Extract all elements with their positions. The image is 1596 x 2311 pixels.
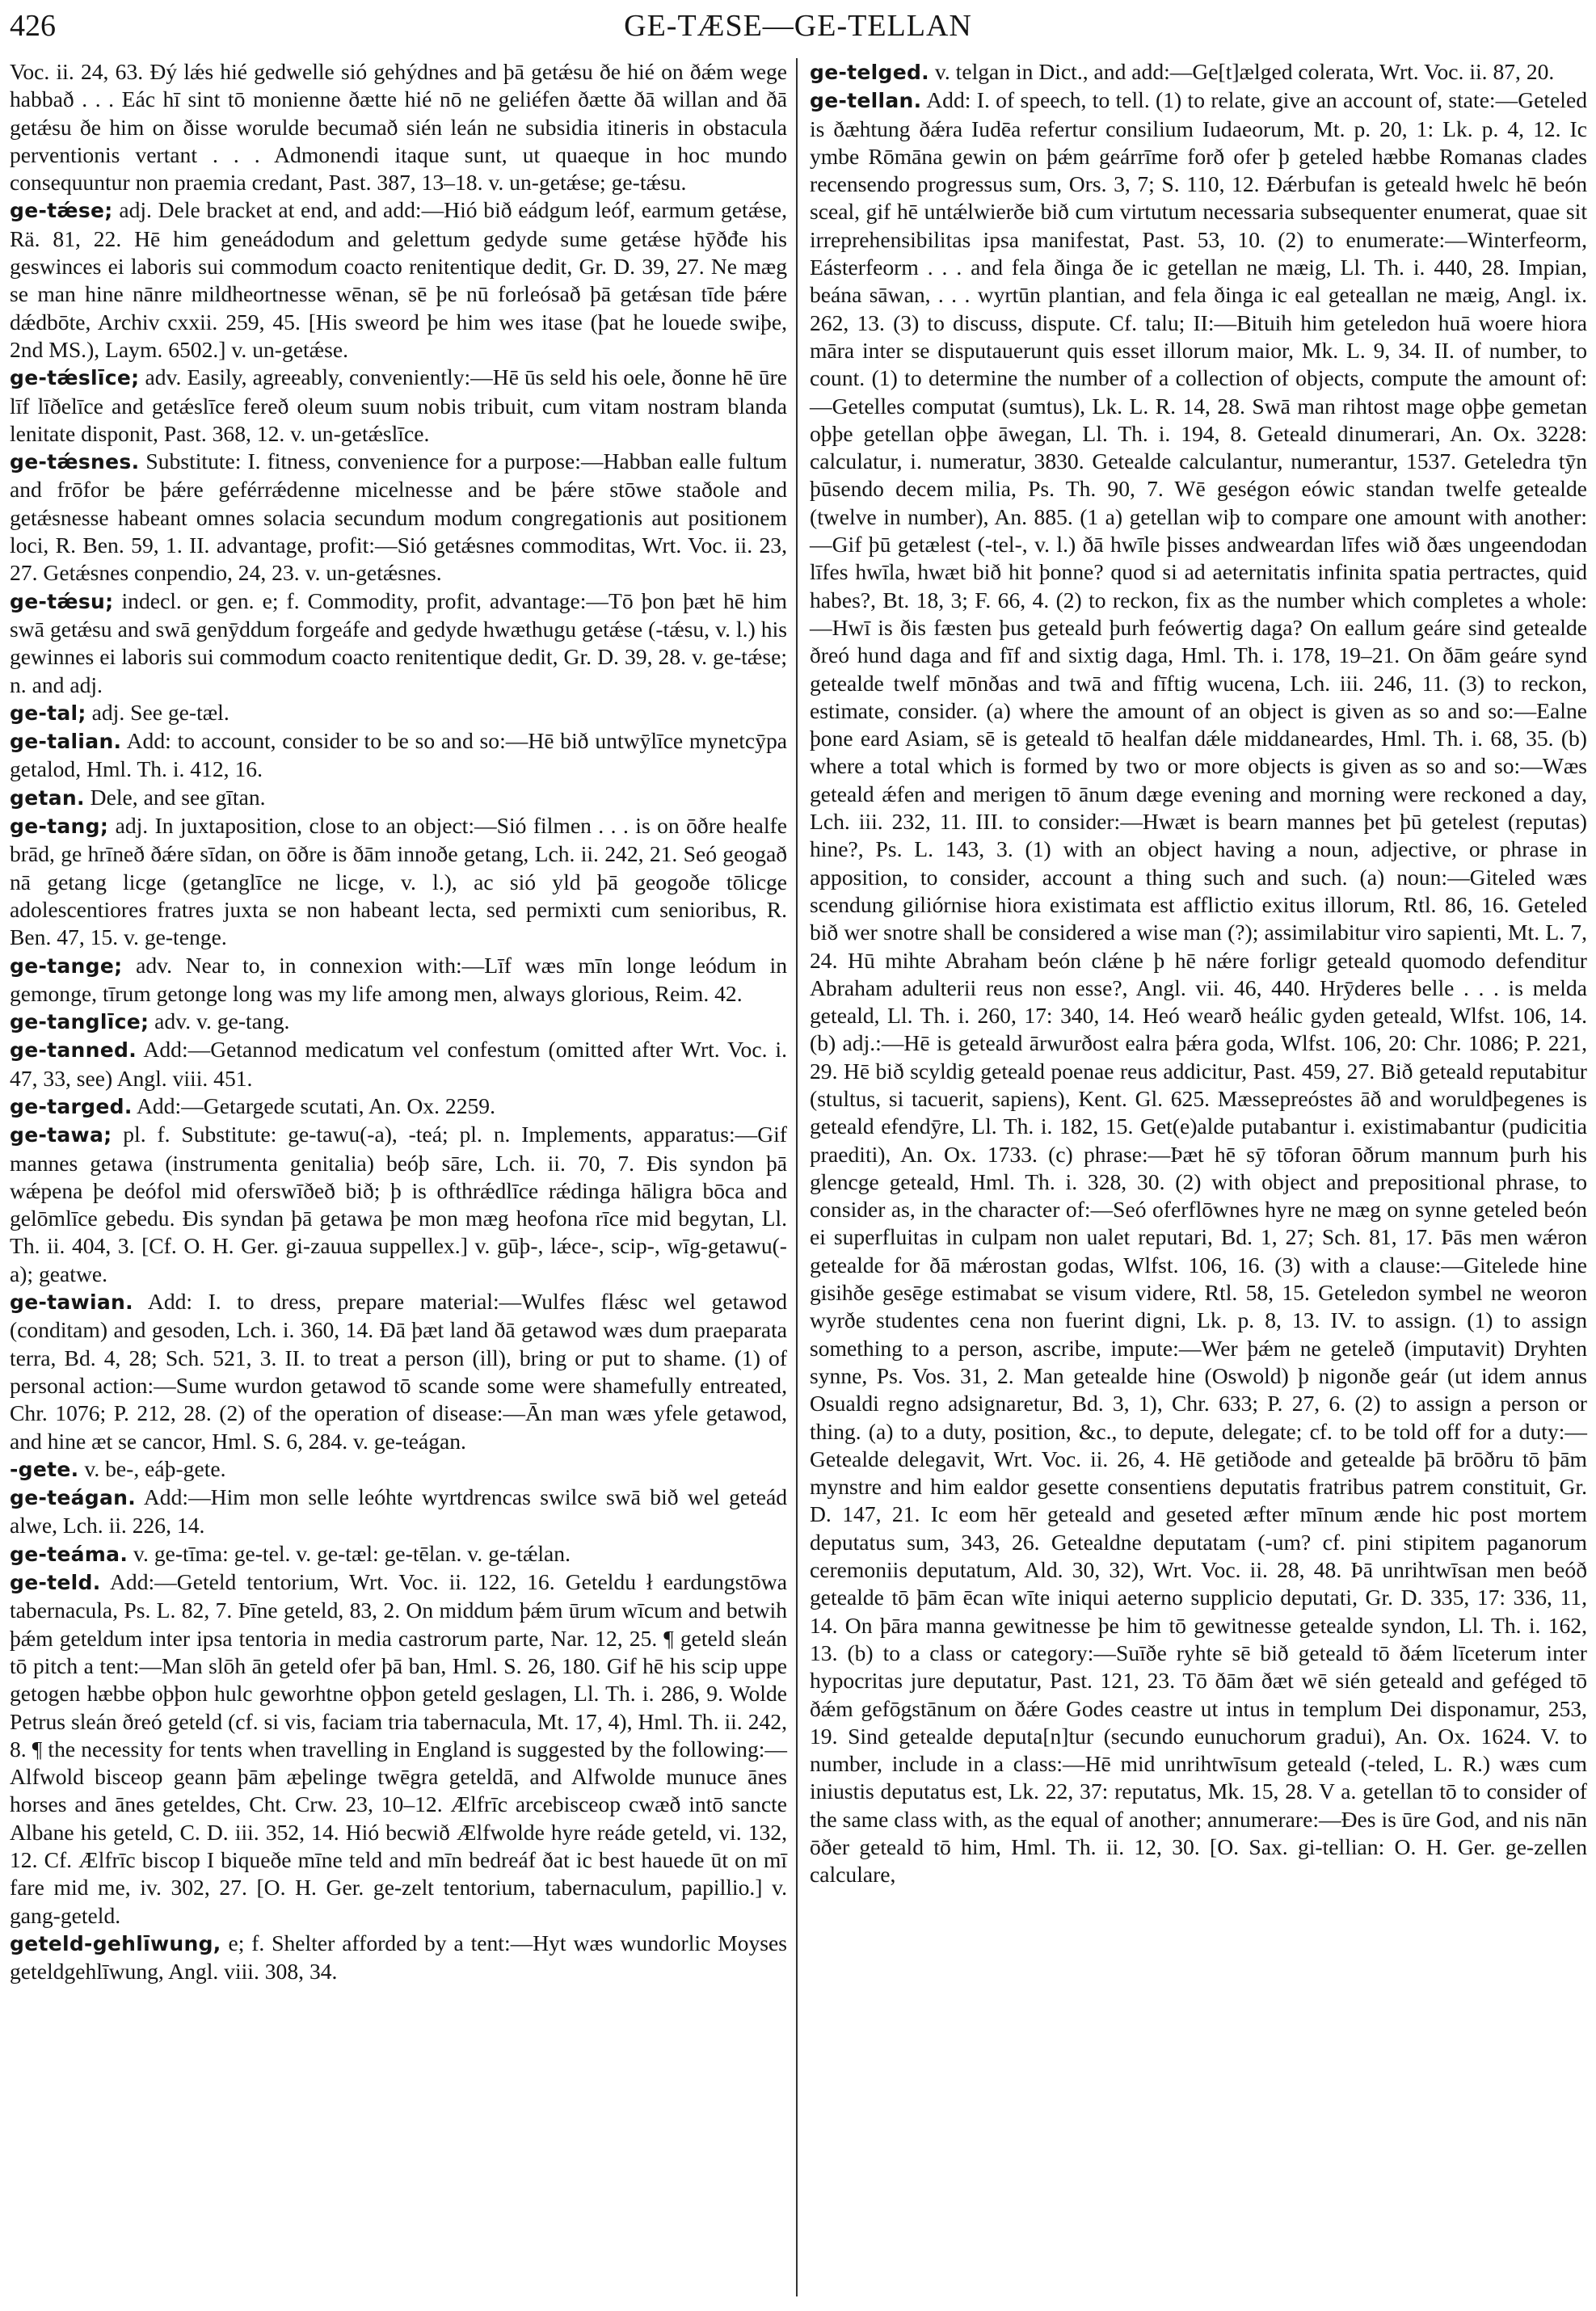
headword: ge-tawa; — [10, 1123, 112, 1147]
headword: ge-tǽse; — [10, 199, 113, 223]
headword: ge-tǽsnes. — [10, 450, 140, 474]
headword: -gete. — [10, 1457, 79, 1481]
dictionary-entry — [10, 952, 787, 1008]
headword: ge-talian. — [10, 730, 122, 754]
entry-definition: v. ge-tīma: ge-tel. v. ge-tæl: ge-tēlan. v. ge-tǽlan. — [128, 1540, 571, 1566]
entry-definition: Dele, and see gītan. — [84, 784, 266, 810]
entry-definition: Substitute: I. fitness, convenience for a purpose:—Habban ealle fultum and frōfor be þǽre geférrǽdenne micelnesse and be þǽre stōwe staðole and getǽsnesse habeant omnes solacia secundum modum congregationis aut positionem loci, R. Ben. 59, 1. II. advantage, profit:—Sió getǽsnes commoditas, Wrt. Voc. ii. 23, 27. Getǽsnes conpendio, 24, 23. v. un-getǽsnes. — [10, 448, 787, 586]
headword: ge-tange; — [10, 953, 123, 978]
headword: geteld-gehlīwung, — [10, 1931, 221, 1955]
headword: ge-tawian. — [10, 1290, 133, 1315]
headword: ge-teld. — [10, 1571, 101, 1595]
dictionary-entry — [810, 86, 1587, 1888]
entry-definition: Add:—Geteld tentorium, Wrt. Voc. ii. 122, 16. Geteldu ł eardungstōwa tabernacula, Ps. L. 82, 7. Þīne geteld, 83, 2. On middum þǽm ūrum wīcum and betwih þǽm geteldum inter ipsa tentoria in media castrorum parte, Nar. 12, 25. ¶ geteld sleán tō pitch a tent:—Man slōh ān geteld ofer þā ban, Hml. S. 26, 180. Gif hē his scip uppe getogen hæbbe oþþon hulc geworhtne oþþon geteld geslagen, Ll. Th. i. 286, 9. Wolde Petrus sleán ðreó geteld (cf. si vis, faciam tria tabernacula, Mt. 17, 4), Hml. Th. ii. 242, 8. ¶ the necessity for tents when travelling in England is suggested by the following:—Alfwold bisceop geann þām æþelinge twēgra geteldā, and Alfwolde munuce ānes horses and ānes geteldes, Cht. Crw. 23, 10–12. Ælfrīc arcebisceop cwæð intō sancte Albane his geteld, C. D. iii. 352, 14. Hió becwið Ælfwolde hyre reáde geteld, vi. 132, 12. Cf. Ælfrīc biscop I biqueðe mīne teld and mīn bedreáf ðat ic best hauede ūt on mī fare mid me, iv. 302, 27. [O. H. Ger. ge-zelt tentorium, tabernaculum, papillio.] v. gang-geteld. — [10, 1569, 787, 1928]
entry-definition: adj. See ge-tæl. — [86, 699, 230, 725]
running-title: GE-TÆSE—GE-TELLAN — [624, 9, 972, 43]
dictionary-entry — [10, 196, 787, 364]
column-divider — [796, 58, 798, 2296]
dictionary-entry — [10, 1484, 787, 1540]
entry-definition: adj. Dele bracket at end, and add:—Hió bið eádgum leóf, earmum getǽse, Rä. 81, 22. Hē him geneádodum and gelettum gedyde sume getǽse hȳðđe his geswinces ei laboris sui commodum coacto renitentique dedit, Gr. D. 39, 27. Ne mæg se man hine nānre mildheortnesse wēnan, sē þe nū forleósað þā getǽsan tīde þǽre dǽdbōte, Archiv cxxii. 259, 45. [His sweord þe him wes itase (þat he louede swiþe, 2nd MS.), Laym. 6502.] v. un-getǽse. — [10, 197, 787, 362]
dictionary-entry — [10, 1455, 787, 1484]
dictionary-entry — [10, 1121, 787, 1288]
entry-definition: Add:—Getannod medicatum vel confestum (omitted after Wrt. Voc. i. 47, 33, see) Angl. viii. 451. — [10, 1037, 787, 1091]
right-column — [810, 58, 1587, 1889]
entry-definition: e; f. Shelter afforded by a tent:—Hyt wæs wundorlic Moyses geteldgehlīwung, Angl. viii. 308, 34. — [10, 1930, 787, 1985]
page-header — [10, 5, 1586, 50]
dictionary-entry — [10, 1008, 787, 1036]
entry-definition: pl. f. Substitute: ge-tawu(-a), -teá; pl. n. Implements, apparatus:—Gif mannes getawa (instrumenta genitalia) beóþ sāre, Lch. ii. 70, 7. Ðis syndon þā wǽpena þe deófol mid oferswīðeð bið; þ is ofthrǽdlīce rǽdinga hāligra bōca and gelōmlīce gebedu. Ðis syndan þā getawa þe mon mæg heofona rīce mid begytan, Ll. Th. ii. 404, 3. [Cf. O. H. Ger. gi-zauua suppellex.] v. gūþ-, lǽce-, scip-, wīg-getawu(-a); geatwe. — [10, 1122, 787, 1286]
entry-definition: Add: to account, consider to be so and so:—Hē bið untwȳlīce mynetcȳpa getalod, Hml. Th. i. 412, 16. — [10, 728, 787, 782]
dictionary-entry — [10, 58, 787, 196]
headword: ge-tang; — [10, 815, 109, 839]
dictionary-entry — [10, 448, 787, 587]
dictionary-entry — [10, 812, 787, 951]
dictionary-entry — [810, 58, 1587, 86]
entry-definition: indecl. or gen. e; f. Commodity, profit, advantage:—Tō þon þæt hē him swā getǽsu and swā genȳddum forgeáfe and gedyde hwæthugu getǽse (-tǽsu, v. l.) his gewinnes ei laboris sui commodum coacto renitentique dedit, Gr. D. 39, 28. v. ge-tǽse; n. and adj. — [10, 587, 787, 697]
headword: ge-tellan. — [810, 89, 922, 113]
headword: ge-tanned. — [10, 1038, 137, 1063]
dictionary-entry — [10, 1540, 787, 1568]
dictionary-entry — [10, 364, 787, 448]
entry-definition: adv. v. ge-tang. — [149, 1008, 290, 1034]
entry-definition: v. be-, eáþ-gete. — [78, 1455, 226, 1481]
dictionary-entry — [10, 587, 787, 699]
headword: ge-targed. — [10, 1094, 133, 1118]
entry-definition: adj. In juxtaposition, close to an object:—Sió filmen . . . is on ōðre healfe brād, ge hrīneð ðǽre sīdan, on ōðre is ðām innoðe getang, Lch. ii. 242, 21. Seó geogað nā getang licge (getanglīce ne licge, v. l.), ac sió yld þā geogoðe tōlicge adolescentiores fratres juxta se non habeant lecta, sed permixti cum senioribus, R. Ben. 47, 15. v. ge-tenge. — [10, 813, 787, 950]
headword: ge-teágan. — [10, 1486, 137, 1510]
headword: ge-tanglīce; — [10, 1010, 149, 1034]
headword: ge-telged. — [810, 61, 929, 84]
headword: getan. — [10, 785, 85, 810]
entry-definition: adv. Easily, agreeably, conveniently:—Hē ūs seld his oele, ðonne hē ūre līf līðelīce and getǽslīce fereð oleum suum nobis tribuit, cum vitam nostram blanda lenitate disponit, Past. 368, 12. v. un-getǽslīce. — [10, 364, 787, 446]
entry-definition: v. telgan in Dict., and add:—Ge[t]ælged colerata, Wrt. Voc. ii. 87, 20. — [929, 59, 1555, 84]
entry-definition: Add: I. to dress, prepare material:—Wulfes flǽsc wel getawod (conditam) and gesoden, Lch. i. 360, 14. Ðā þæt land ðā getawod wæs dum praeparata terra, Bd. 4, 28; Sch. 521, 3. II. to treat a person (ill), bring or put to shame. (1) of personal action:—Sume wurdon getawod tō scande some were shamefully entreated, Chr. 1076; P. 212, 28. (2) of the operation of disease:—Ān man wæs yfele getawod, and hine æt se cancor, Hml. S. 6, 284. v. ge-teágan. — [10, 1289, 787, 1454]
dictionary-entry — [10, 1930, 787, 1986]
dictionary-entry — [10, 699, 787, 727]
dictionary-entry — [10, 1036, 787, 1092]
entry-definition: Add:—Him mon selle leóhte wyrtdrencas swilce swā bið wel geteád alwe, Lch. ii. 226, 14. — [10, 1484, 787, 1539]
headword: ge-teáma. — [10, 1542, 128, 1566]
dictionary-entry — [10, 784, 787, 812]
entry-definition: adv. Near to, in connexion with:—Līf wæs mīn longe leódum in gemonge, tīrum getonge long was my life among men, always glorious, Reim. 42. — [10, 952, 787, 1006]
headword: ge-tǽsu; — [10, 589, 114, 613]
dictionary-entry — [10, 1568, 787, 1930]
dictionary-entry — [10, 727, 787, 784]
entry-definition: Add: I. of speech, to tell. (1) to relate, give an account of, state:—Geteled is ðæhtung ðǽra Iudēa refertur consilium Iudaeorum, Mt. p. 20, 1: Lk. p. 4, 12. Ic ymbe Rōmāna gewin on þǽm geárrīme forð ofer þ geteled hæbbe Romanas clades recensendo progressus sum, Ors. 3, 7; S. 110, 12. Ðǽrbufan is geteald hwelc hē beón sceal, gif hē untǽlwierðe bið cum virtutum necessaria subsequenter enumerat, quae sit irreprehensibilitas ipsa manifestat, Past. 53, 10. (2) to enumerate:—Winterfeorm, Eásterfeorm . . . and fela ðinga ðe ic getellan ne mæig, Ll. Th. i. 440, 28. Impian, beána sāwan, . . . wyrtūn plantian, and fela ðinga ic eal geteallan ne mæig, Angl. ix. 262, 13. (3) to discuss, dispute. Cf. talu; II:—Bituih him geteledon huā woere hiora māra inter se disputauerunt quis esset illorum maior, Mk. L. 9, 34. II. of number, to count. (1) to determine the number of a collection of objects, compute the amount of:—Getelles computat (sumtus), Lk. L. R. 14, 28. Swā man rihtost mage oþþe gemetan oþþe getellan oþþe āwegan, Ll. Th. i. 194, 8. Geteald dinumerari, An. Ox. 3228: calculatur, i. numeratur, 3830. Getealde calculantur, numerantur, 1537. Geteledra tȳn þūsendo decem milia, Ps. Th. 90, 7. Wē geségon eówic standan twelfe getealde (twelve in number), An. 885. (1 a) getellan wiþ to compare one amount with another:—Gif þū getælest (-tel-, v. l.) ðā hwīle þisses andweardan līfes wið ðæs ungeendodan līfes hwīla, hwæt bið hit þonne? quod si ad aeternitatis infinita spatia pertractes, quid habes?, Bt. 18, 3; F. 66, 4. (2) to reckon, fix as the number which completes a whole:—Hwī is ðis fæsten þus geteald þurh feówertig daga? On eallum geáre sind getealde ðreó hund daga and fīf and sixtig daga, Hml. Th. i. 178, 19–21. On ðām geáre synd getealde twelf mōnðas and twā and fīftig wucena, Lch. iii. 246, 11. (3) to reckon, estimate, consider. (a) where the amount of an object is given as so and so:—Ealne þone eard Asiam, sē is geteald tō healfan dǽle middaneardes, Hml. Th. i. 68, 35. (b) where a total which is formed by two or more objects is given as so and so:—Wæs geteald ǽfen and merigen tō ānum dæge evening and morning were reckoned a day, Lch. iii. 232, 11. III. to consider:—Hwæt is bearn mannes þet þū getelest (reputas) hine?, Ps. L. 143, 3. (1) with an object having a noun, adjective, or phrase in apposition, to consider, account a thing such and such. (a) noun:—Giteled wæs scendung giliórnise hiora existimata est afflictio exitus illorum, Rtl. 86, 16. Geteled bið wer snotre shall be considered a wise man (?); assimilabitur viro sapienti, Mt. L. 7, 24. Hū mihte Abraham beón clǽne þ hē nǽre forligr geteald quomodo defenditur Abraham adulterii reus non esse?, Angl. vii. 46, 440. Hrȳderes belle . . . is melda geteald, Ll. Th. i. 260, 17: 340, 14. Heó wearð heálic gyden geteald, Wlfst. 106, 14. (b) adj.:—Hē is geteald ārwurðost ealra þǽra goda, Wlfst. 106, 20: Chr. 1086; P. 221, 29. Hē bið scyldig geteald poenae reus addicitur, Past. 459, 27. Bið geteald reputabitur (stultus, si tacuerit, sapiens), Kent. Gl. 625. Mæssepreóstes āð and woruldþegenes is geteald efendȳre, Ll. Th. i. 182, 15. Get(e)alde putabantur i. existimabantur (pudicitia praediti), An. Ox. 1733. (c) phrase:—Þæt hē sȳ tōforan ōðrum mannum þurh his glencge geteald, Hml. Th. i. 328, 30. (2) with object and prepositional phrase, to consider as, in the character of:—Seó oferflōwnes hyre ne mæg on synne geteled beón ei superfluitas in culpam non ualet reputari, Bd. 1, 27; Sch. 81, 17. Þās men wǽron getealde for ðā mǽrostan godas, Wlfst. 106, 16. (3) with a clause:—Gitelede hine gisihðe gesēge estimabat se visum videre, Rtl. 58, 15. Geteledon symbel ne weoron wyrðe studentes cena non fuerint digni, Lk. p. 8, 13. IV. to assign. (1) to assign something to a person, ascribe, impute:—Wer þǽm ne geteleð (imputavit) Dryhten synne, Ps. Vos. 31, 2. Man getealde hine (Oswold) þ nigonðe geár (ut idem annus Osualdi regno adsignaretur, Bd. 3, 1), Chr. 633; P. 27, 6. (2) to assign a person or thing. (a) to a duty, position, &c., to depute, delegate; cf. to be told off for a duty:—Getealde delegavit, Wrt. Voc. ii. 26, 4. Hē getiðode and getealde þā brōðru tō þām mynstre and him ealdor gesette consentiens deputatis fratribus patrem constituit, Gr. D. 147, 21. Ic eom hēr geteald and geseted æfter mīnum ænde hic post mortem deputatus sum, 343, 26. Getealdne deputatam (-um? cf. pini stipitem paganorum ceremoniis deputatum, Ald. 30, 32), Wrt. Voc. ii. 28, 48. Þā unrihtwīsan men beóð getealde tō þām ēcan wīte iniqui aeterno supplicio deputati, Gr. D. 335, 17: 336, 11, 14. On þāra manna gewitnesse þe him tō gewitnesse getealde syndon, Ll. Th. i. 162, 13. (b) to a class or category:—Suīðe ryhte sē bið geteald tō ðǽm līceterum inter hypocritas jure deputatur, Past. 121, 23. Tō ðām ðæt wē sién geteald and geféged tō ðǽm gefōgstānum on ðǽre Godes ceastre ut intus in templum Dei disponamur, 253, 19. Sind getealde deputa[n]tur (secundo eunuchorum gradui), An. Ox. 1624. V. to number, include in a class:—Hē mid unrihtwīsum geteald (-teled, L. R.) wæs cum iniustis deputatus est, Lk. 22, 37: reputatus, Mk. 15, 28. V a. getellan tō to consider of the same class with, as the equal of another; annumerare:—Ðes is ūre God, and nis nān ōðer geteald tō him, Hml. Th. ii. 12, 30. [O. Sax. gi-tellian: O. H. Ger. ge-zellen calculare, — [810, 87, 1587, 1888]
left-column — [10, 58, 787, 1985]
headword: ge-tǽslīce; — [10, 366, 140, 390]
dictionary-entry — [10, 1288, 787, 1455]
headword: ge-tal; — [10, 701, 86, 725]
dictionary-entry — [10, 1092, 787, 1121]
page-number: 426 — [10, 9, 56, 43]
entry-definition: Add:—Getargede scutati, An. Ox. 2259. — [132, 1092, 495, 1118]
entry-definition: Voc. ii. 24, 63. Ðý lǽs hié gedwelle sió gehýdnes and þā getǽsu ðe hié on ðǽm wege habbað . . . Eác hī sint tō monienne ðætte hié nō ne geliéfen ðætte ðā willan and ðā getǽsu ðe him on ðisse worulde becumað sién leán ne subsidia itineris in obstacula perventionis vertant . . . Admonendi itaque sunt, ut quaeque in hoc mundo consequuntur non praemia credant, Past. 387, 13–18. v. un-getǽse; ge-tǽsu. — [10, 59, 787, 196]
